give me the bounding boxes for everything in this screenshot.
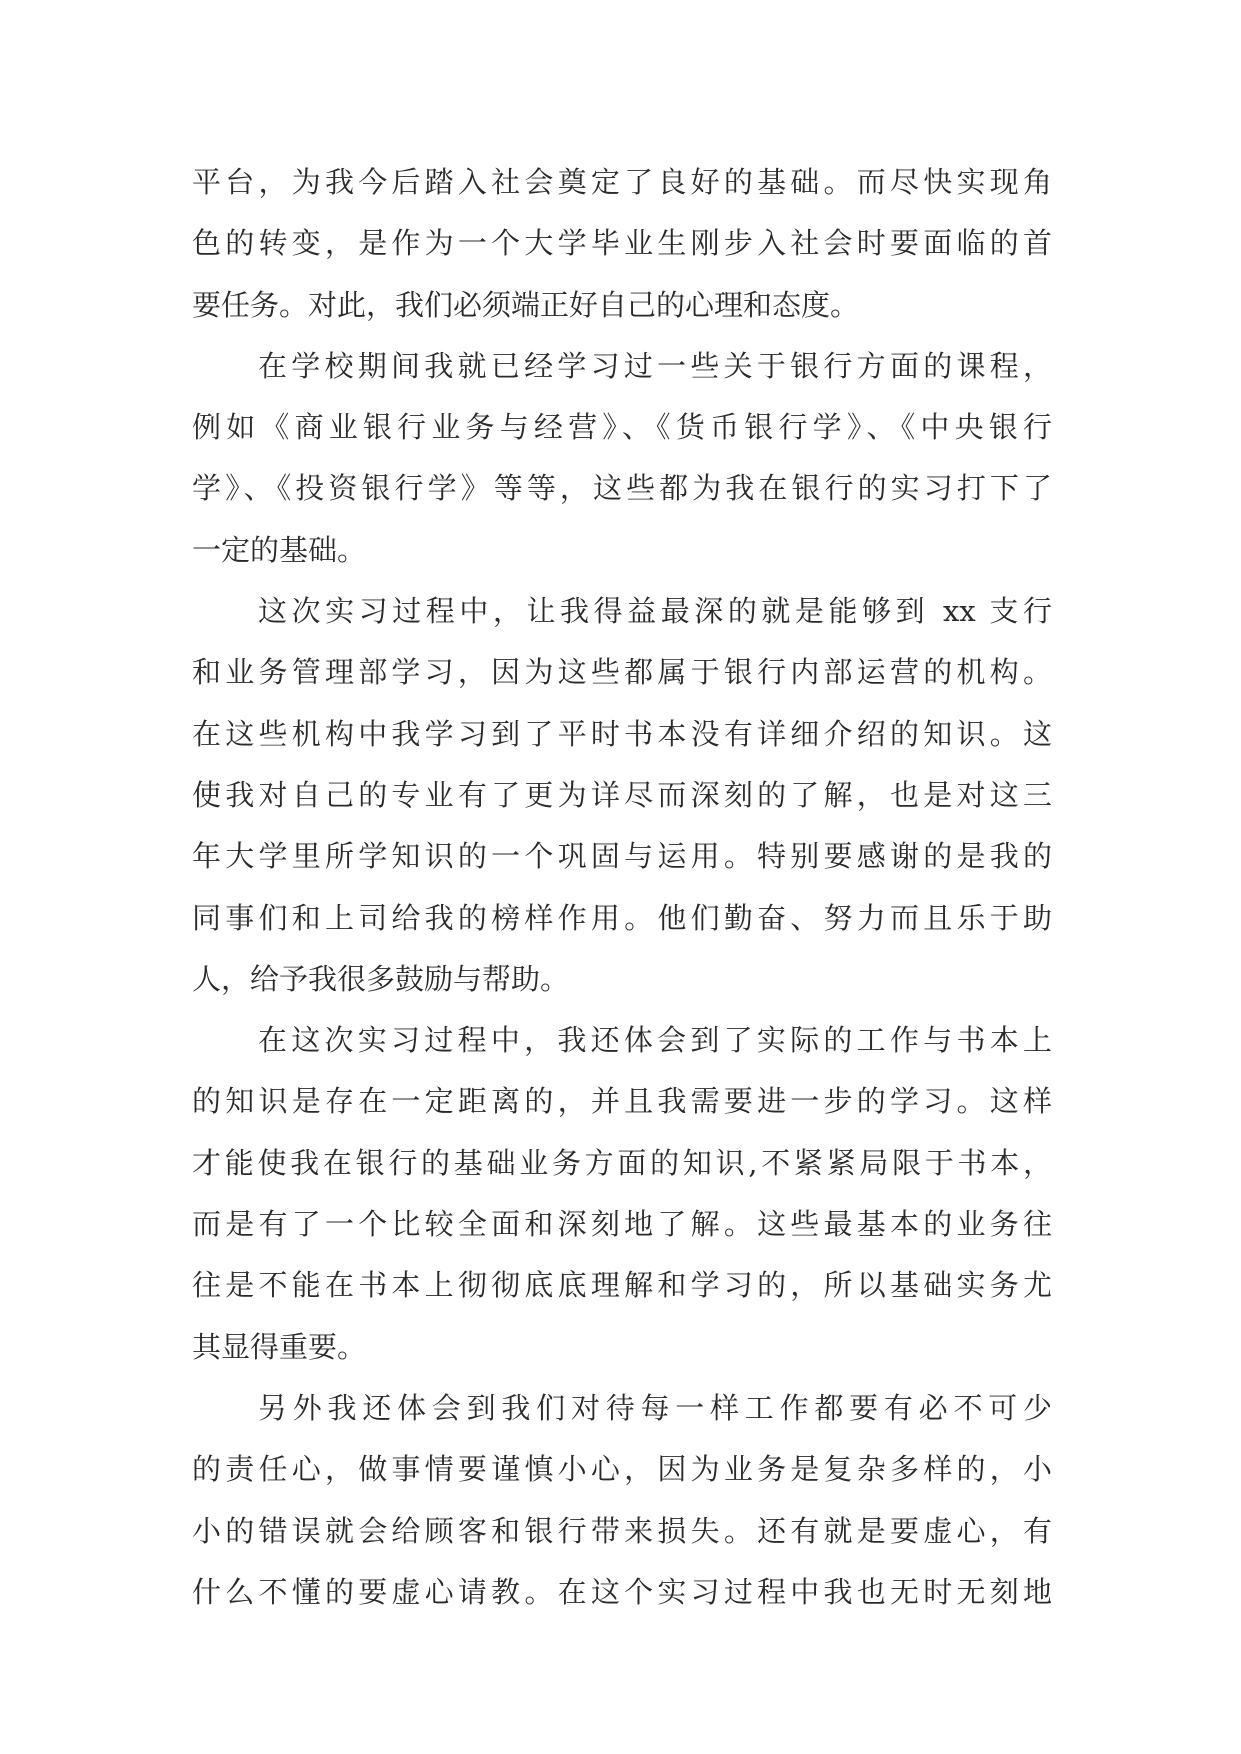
text-line: 其显得重要。	[192, 1329, 367, 1364]
text-line: 的责任心，做事情要谨慎小心，因为业务是复杂多样的，小	[192, 1452, 1052, 1487]
text-line: 同事们和上司给我的榜样作用。他们勤奋、努力而且乐于助	[192, 900, 1052, 935]
paragraph	[192, 1378, 1052, 1623]
paragraph	[192, 152, 1052, 336]
text-line: 什么不懂的要虚心请教。在这个实习过程中我也无时无刻地	[192, 1574, 1052, 1609]
text-line: 而是有了一个比较全面和深刻地了解。这些最基本的业务往	[192, 1207, 1052, 1242]
text-line: 的知识是存在一定距离的，并且我需要进一步的学习。这样	[192, 1084, 1052, 1119]
text-line: 使我对自己的专业有了更为详尽而深刻的了解，也是对这三	[192, 777, 1052, 812]
text-line: 一定的基础。	[192, 532, 367, 567]
text-line: 在学校期间我就已经学习过一些关于银行方面的课程，	[258, 348, 1052, 383]
text-line: 在这次实习过程中，我还体会到了实际的工作与书本上	[258, 1023, 1052, 1058]
text-line: 才能使我在银行的基础业务方面的知识,不紧紧局限于书本，	[192, 1145, 1052, 1180]
paragraph	[192, 1010, 1052, 1378]
text-line: 和业务管理部学习，因为这些都属于银行内部运营的机构。	[192, 655, 1052, 690]
body-text	[192, 152, 1052, 1623]
text-line: 往是不能在书本上彻彻底底理解和学习的，所以基础实务尤	[192, 1268, 1052, 1303]
text-line: 要任务。对此，我们必须端正好自己的心理和态度。	[192, 287, 860, 322]
paragraph	[192, 336, 1052, 581]
text-line: 年大学里所学知识的一个巩固与运用。特别要感谢的是我的	[192, 839, 1052, 874]
text-line: 学》、《投资银行学》等等，这些都为我在银行的实习打下了	[192, 471, 1052, 506]
text-line: 人，给予我很多鼓励与帮助。	[192, 961, 570, 996]
text-line: 另外我还体会到我们对待每一样工作都要有必不可少	[258, 1390, 1052, 1425]
paragraph	[192, 581, 1052, 1010]
text-line: 例如《商业银行业务与经营》、《货币银行学》、《中央银行	[192, 410, 1052, 445]
text-line: 这次实习过程中，让我得益最深的就是能够到 xx 支行	[258, 594, 1052, 629]
text-line: 在这些机构中我学习到了平时书本没有详细介绍的知识。这	[192, 716, 1052, 751]
text-line: 小的错误就会给顾客和银行带来损失。还有就是要虚心，有	[192, 1513, 1052, 1548]
text-line: 平台，为我今后踏入社会奠定了良好的基础。而尽快实现角	[192, 165, 1052, 199]
text-line: 色的转变，是作为一个大学毕业生刚步入社会时要面临的首	[192, 226, 1052, 261]
